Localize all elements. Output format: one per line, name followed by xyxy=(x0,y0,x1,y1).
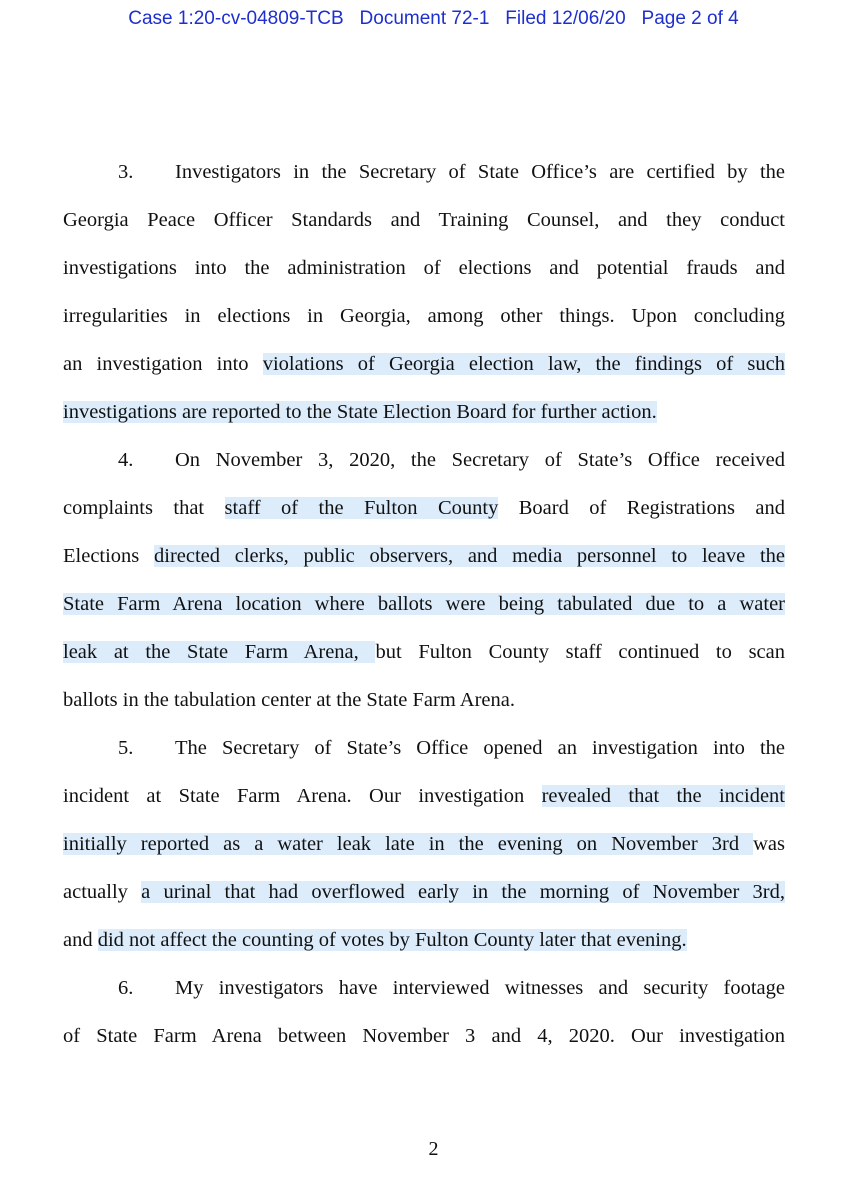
case-header: Case 1:20-cv-04809-TCB Document 72-1 Filed 12/06/20 Page 2 of 4 xyxy=(128,8,739,29)
paragraph-3-line xyxy=(63,254,785,282)
body-text: complaints that xyxy=(63,497,225,519)
paragraph-number: 6. xyxy=(118,977,134,999)
highlighted-text: did not affect the counting of votes by Fulton County later that evening. xyxy=(97,929,687,951)
paragraph-5-line xyxy=(63,782,785,810)
highlighted-text: revealed that the incident xyxy=(541,785,785,807)
paragraph-6-line xyxy=(63,974,785,1002)
body-text: irregularities in elections in Georgia, among other things. Upon concluding xyxy=(63,305,785,327)
paragraph-3-line xyxy=(63,398,785,426)
paragraph-5-line xyxy=(63,926,785,954)
highlighted-text: violations of Georgia election law, the findings of such xyxy=(262,353,785,375)
highlighted-text: staff of the Fulton County xyxy=(224,497,499,519)
paragraph-3-line xyxy=(63,158,785,186)
paragraph-4-line xyxy=(63,446,785,474)
paragraph-4-line xyxy=(63,686,785,714)
paragraph-3-line xyxy=(63,302,785,330)
body-text: actually xyxy=(63,881,142,903)
body-text: Board of Registrations and xyxy=(498,497,785,519)
highlighted-text: investigations are reported to the State Election Board for further action. xyxy=(63,401,657,423)
paragraph-number: 4. xyxy=(118,449,134,471)
paragraph-number: 5. xyxy=(118,737,134,759)
paragraph-3-line xyxy=(63,206,785,234)
body-text: of State Farm Arena between November 3 and 4, 2020. Our investigation xyxy=(63,1025,785,1047)
paragraph-6-line xyxy=(63,1022,785,1050)
highlighted-text: leak at the State Farm Arena, xyxy=(63,641,376,663)
body-text: Elections xyxy=(63,545,154,567)
highlighted-text: initially reported as a water leak late in the evening on November 3rd xyxy=(63,833,754,855)
paragraph-4-line xyxy=(63,590,785,618)
body-text: Georgia Peace Officer Standards and Training Counsel, and they conduct xyxy=(63,209,785,231)
paragraph-5-line xyxy=(63,734,785,762)
highlighted-text: directed clerks, public observers, and media personnel to leave the xyxy=(154,545,785,567)
body-text: The Secretary of State’s Office opened an investigation into the xyxy=(175,737,785,759)
paragraph-5-line xyxy=(63,830,785,858)
body-text: and xyxy=(63,929,98,951)
paragraph-5-line xyxy=(63,878,785,906)
body-text: but Fulton County staff continued to scan xyxy=(375,641,785,663)
paragraph-4-line xyxy=(63,542,785,570)
paragraph-4-line xyxy=(63,638,785,666)
paragraph-4-line xyxy=(63,494,785,522)
body-text: was xyxy=(753,833,785,855)
highlighted-text: State Farm Arena location where ballots were being tabulated due to a water xyxy=(63,593,785,615)
body-text: On November 3, 2020, the Secretary of State’s Office received xyxy=(175,449,785,471)
page-number: 2 xyxy=(428,1138,439,1160)
body-text: investigations into the administration of elections and potential frauds and xyxy=(63,257,785,279)
body-text: incident at State Farm Arena. Our investigation xyxy=(63,785,542,807)
body-text: Investigators in the Secretary of State Office’s are certified by the xyxy=(175,161,785,183)
body-text: My investigators have interviewed witnesses and security footage xyxy=(175,977,785,999)
body-text: an investigation into xyxy=(63,353,263,375)
paragraph-number: 3. xyxy=(118,161,134,183)
paragraph-3-line xyxy=(63,350,785,378)
body-text: ballots in the tabulation center at the State Farm Arena. xyxy=(63,689,516,711)
highlighted-text: a urinal that had overflowed early in the morning of November 3rd, xyxy=(141,881,785,903)
